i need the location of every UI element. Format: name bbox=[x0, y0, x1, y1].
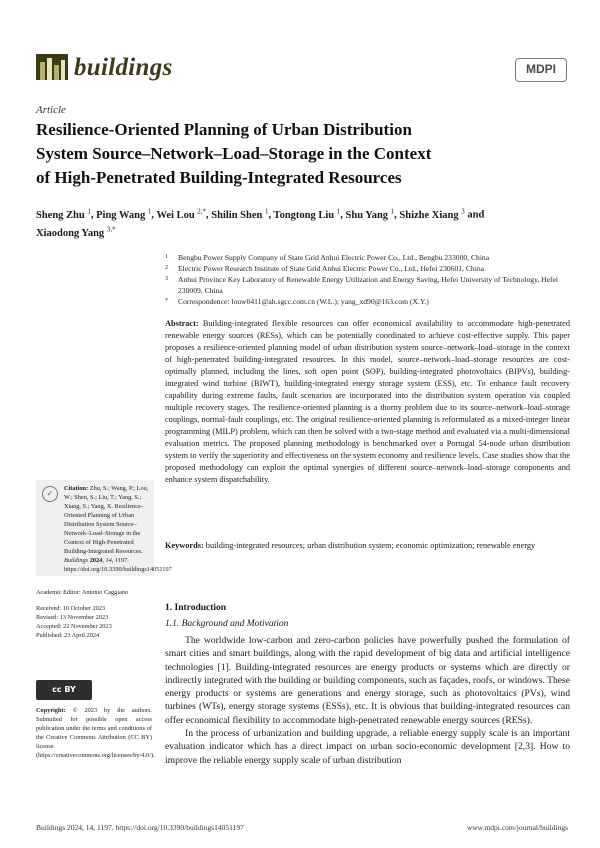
author[interactable]: Wei Lou $^{2,*}$ bbox=[156, 207, 207, 221]
publisher-logo[interactable]: MDPI bbox=[515, 58, 567, 82]
keywords-text: building-integrated resources; urban distribution system; economic optimization; renewable energy bbox=[205, 541, 536, 550]
date-published: Published: 23 April 2024 bbox=[36, 632, 100, 639]
date-accepted: Accepted: 22 November 2023 bbox=[36, 623, 112, 630]
paper-title bbox=[36, 118, 566, 190]
citation-text: Citation: Zhu, S.; Wang, P.; Lou, W.; Shen, S.; Liu, T.; Yang, S.; Xiang, S.; Yang, X. Resilience-Oriented Planning of Urban Distribution System Source–Network–Load–Storage in the Context of High-Penetrated Building-Integrated Resources. Buildings 2024, 14, 1197. https://doi.org/10.3390/buildings14051197 bbox=[64, 485, 172, 573]
abstract-text: Building-integrated flexible resources can offer economical availability to accommodate high-penetrated renewable energy sources (RESs), which can be potentially coordinated to achieve cost-effective supply. This paper proposes a resilience-oriented planning model of urban distribution system source–network–load–storage in the context of high-penetrated building-integrated resources. In this model, source–network–load–storage resources are cost-optimally planned, including the lines, soft open point (SOP), building-integrated photovoltaics (BIPVs), building-integrated wind turbine (BIWT), building-integrated energy storage system (ESS), etc. To enhance fault recovery capability during extreme faults, fault scenarios are incorporated into the distribution system operation via coupled multiple recovery stages. The resilience-oriented planning is a thorny problem due to its source–network–load–storage couplings, normal-fault couplings, etc. The original resilience-oriented planning is reformulated as a mixed-integer linear programming (MILP) problem, which can then be solved with a two-stage method and evaluated via a multi-dimensional evaluation metrics. The proposed planning methodology is benchmarked over a Portugal 54-node urban distribution system to verify the superiority and effectiveness on the system economy and resilience levels. Case studies show that the proposed methodology can exploit the optimal synergies of different source–network–load–storage components and enhance system dispatchability. bbox=[165, 319, 571, 484]
section-heading: 1. Introduction bbox=[165, 603, 227, 613]
paragraph: The worldwide low-carbon and zero-carbon policies have powerfully pushed the formulation of smart cities and smart buildings, along with the rapid development of big data and artificial intelligence technologies [1]. Building-integrated resources are energy products or systems which are directly or indirectly integrated with the building or building components, such as façades, roofs, or windows. These energy products or systems are generations and energy storage, such as photovoltaics (PVs), wind turbines (WTs), energy storage systems (ESSs), etc. It is obvious that building-integrated resources can offer economical flexibility to accommodate high-penetrated renewable energy sources (RESs). bbox=[165, 635, 570, 726]
author[interactable]: Tongtong Liu $^1$ bbox=[273, 207, 341, 221]
article-type: Article bbox=[36, 104, 66, 116]
author[interactable]: Shu Yang $^1$ bbox=[345, 207, 395, 221]
author[interactable]: Ping Wang $^1$ bbox=[96, 207, 152, 221]
date-revised: Revised: 13 November 2023 bbox=[36, 614, 109, 621]
keywords bbox=[165, 540, 570, 552]
dates bbox=[36, 604, 154, 640]
affiliation-item: 2 Electric Power Research Institute of State Grid Anhui Electric Power Co., Ltd., Hefei 230601, China bbox=[165, 264, 484, 273]
affiliation-item: 3 Anhui Province Key Laboratory of Renewable Energy Utilization and Energy Saving, Hefei University of Technology, Hefei 230009, China bbox=[165, 275, 559, 295]
check-for-updates-icon[interactable]: ✓ bbox=[42, 486, 58, 502]
author[interactable]: Sheng Zhu $^1$ bbox=[36, 207, 91, 221]
journal-name[interactable]: buildings bbox=[74, 54, 173, 81]
title-line: Resilience-Oriented Planning of Urban Distribution bbox=[36, 120, 412, 139]
date-received: Received: 10 October 2023 bbox=[36, 605, 106, 612]
title-line: System Source–Network–Load–Storage in the Context bbox=[36, 144, 432, 163]
footer-citation: Buildings 2024, 14, 1197. https://doi.org/10.3390/buildings14051197 bbox=[36, 823, 244, 832]
abstract-label: Abstract: bbox=[165, 319, 199, 328]
affiliations bbox=[165, 252, 575, 307]
academic-editor: Academic Editor: Antonio Caggiano bbox=[36, 589, 129, 596]
author[interactable]: Shizhe Xiang $^3$ bbox=[399, 207, 465, 221]
cc-by-license-icon[interactable]: cc BY bbox=[36, 680, 92, 700]
abstract bbox=[165, 318, 570, 486]
keywords-label: Keywords: bbox=[165, 541, 204, 550]
copyright-notice: Copyright: © 2023 by the authors. Submitted for possible open access publication under the terms and conditions of the Creative Commons Attribution (CC BY) license (https://creativecommons.org/licenses/by/4.0/). bbox=[36, 707, 155, 759]
subsection-heading: 1.1. Background and Motivation bbox=[165, 619, 289, 629]
footer-journal-url[interactable]: www.mdpi.com/journal/buildings bbox=[466, 823, 568, 832]
author-list: Sheng Zhu $^1$, Ping Wang $^1$, Wei Lou $^{2,*}$, Shilin Shen $^1$, Tongtong Liu $^1$, Shu Yang $^1$, Shizhe Xiang $^3$ and Xiaodong Yang $^{3,*}$ bbox=[36, 207, 485, 239]
body-text bbox=[165, 634, 570, 767]
correspondence: * Correspondence: louw0411@ah.sgcc.com.cn (W.L.); yang_xd90@163.com (X.Y.) bbox=[165, 297, 429, 306]
author[interactable]: Shilin Shen $^1$ bbox=[211, 207, 269, 221]
author[interactable]: Xiaodong Yang $^{3,*}$ bbox=[36, 225, 116, 239]
paragraph: In the process of urbanization and building upgrade, a reliable energy supply scale is an important evaluation indicator which has a direct impact on urban socio-economic development [2,3]. How to improve the reliable energy supply scale of urban distribution bbox=[165, 728, 570, 766]
affiliation-item: 1 Bengbu Power Supply Company of State Grid Anhui Electric Power Co., Ltd., Bengbu 233000, China bbox=[165, 253, 490, 262]
journal-logo-icon bbox=[36, 52, 68, 82]
citation-box bbox=[36, 480, 172, 576]
title-line: of High-Penetrated Building-Integrated Resources bbox=[36, 168, 402, 187]
